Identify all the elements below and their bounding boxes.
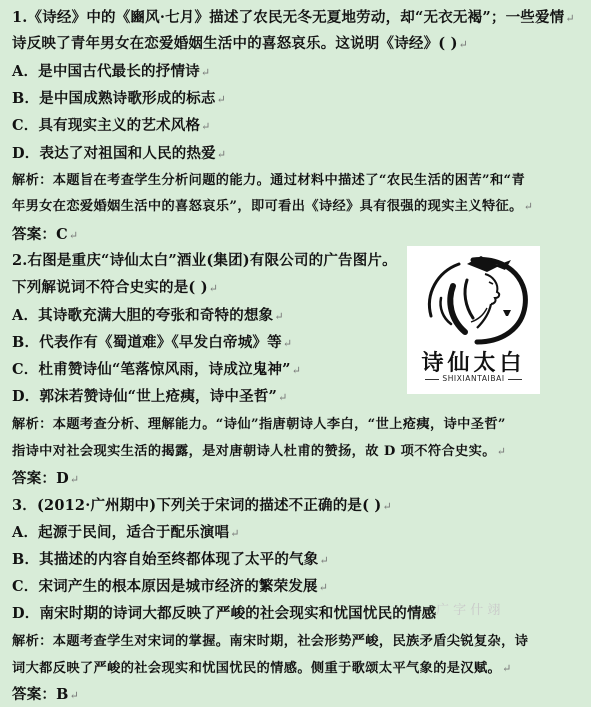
- q2-analysis-line1: 解析：本题考查分析、理解能力。“诗仙”指唐朝诗人李白，“世上疮痍，诗中圣哲”: [12, 417, 506, 432]
- q2-option-a: A．其诗歌充满大胆的夸张和奇特的想象↵: [12, 307, 284, 324]
- q2-answer: 答案：D↵: [12, 470, 80, 487]
- q1-analysis-line1: 解析：本题旨在考查学生分析问题的能力。通过材料中描述了“农民生活的困苦”和“青: [12, 173, 526, 188]
- q2-analysis-line2: 指诗中对社会现实生活的揭露，是对唐朝诗人杜甫的赞扬，故 D 项不符合史实。↵: [12, 444, 507, 459]
- q3-stem: 3．(2012·广州期中)下列关于宋词的描述不正确的是( )↵: [12, 497, 392, 514]
- q1-stem-line1: 1.《诗经》中的《豳风·七月》描述了农民无冬无夏地劳动，却“无衣无褐”；一些爱情↵: [12, 9, 575, 26]
- poet-portrait-icon: [407, 246, 540, 346]
- logo-brand-cn: 诗仙太白: [421, 350, 526, 376]
- q3-option-b: B．其描述的内容自始至终都体现了太平的气象↵: [12, 551, 329, 568]
- q3-option-a: A．起源于民间，适合于配乐演唱↵: [12, 524, 240, 541]
- q1-option-b: B．是中国成熟诗歌形成的标志↵: [12, 90, 226, 107]
- q1-answer: 答案：C↵: [12, 226, 79, 243]
- paragraph-mark: ↵: [565, 12, 575, 25]
- q1-option-a: A．是中国古代最长的抒情诗↵: [12, 63, 211, 80]
- q2-option-d: D．郭沫若赞诗仙“世上疮痍，诗中圣哲”↵: [12, 388, 288, 405]
- q3-option-c: C．宋词产生的根本原因是城市经济的繁荣发展↵: [12, 578, 329, 595]
- q3-analysis-line2: 词大都反映了严峻的社会现实和忧国忧民的情感。侧重于歌颂太平气象的是汉赋。↵: [12, 661, 512, 676]
- q3-option-d: D．南宋时期的诗词大都反映了严峻的社会现实和忧国忧民的情感: [12, 605, 437, 622]
- faint-signature: 广 字 什 翊: [436, 603, 501, 618]
- q2-stem-line2: 下列解说词不符合史实的是( )↵: [12, 279, 219, 296]
- q1-option-d: D．表达了对祖国和人民的热爱↵: [12, 145, 227, 162]
- q1-analysis-line2: 年男女在恋爱婚姻生活中的喜怒哀乐”，即可看出《诗经》具有很强的现实主义特征。↵: [12, 199, 534, 214]
- logo-brand-en: SHIXIANTAIBAI: [407, 374, 540, 383]
- q3-answer: 答案：B↵: [12, 686, 79, 703]
- q2-option-b: B．代表作有《蜀道难》《早发白帝城》等↵: [12, 334, 293, 351]
- q1-stem-line2: 诗反映了青年男女在恋爱婚姻生活中的喜怒哀乐。这说明《诗经》( )↵: [12, 35, 469, 52]
- q2-stem-line1: 2.右图是重庆“诗仙太白”酒业(集团)有限公司的广告图片。: [12, 252, 397, 269]
- q2-option-c: C．杜甫赞诗仙“笔落惊风雨，诗成泣鬼神”↵: [12, 361, 302, 378]
- shixiantaibai-logo-image: [407, 246, 540, 394]
- q3-analysis-line1: 解析：本题考查学生对宋词的掌握。南宋时期，社会形势严峻，民族矛盾尖锐复杂，诗: [12, 634, 529, 649]
- q1-option-c: C．具有现实主义的艺术风格↵: [12, 117, 211, 134]
- paragraph-mark: ↵: [458, 38, 469, 51]
